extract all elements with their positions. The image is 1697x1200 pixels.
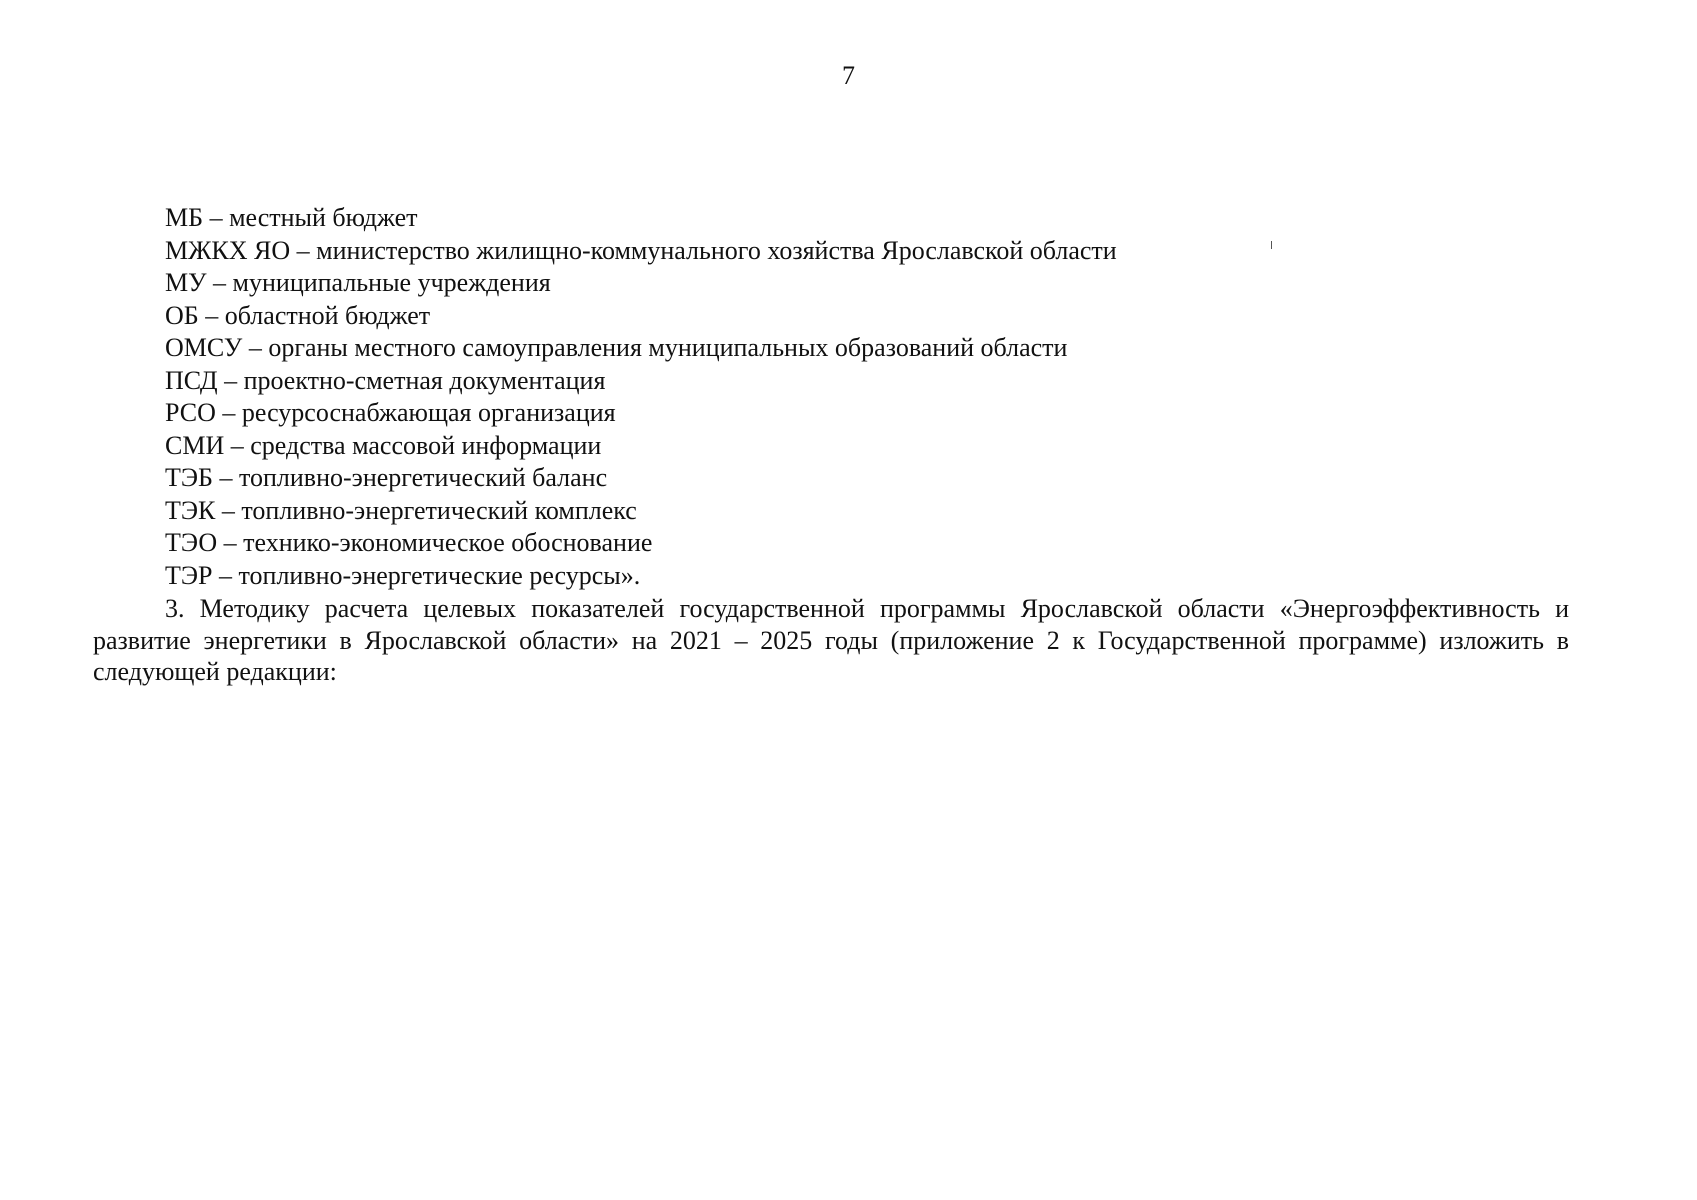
abbreviation-definition: проектно-сметная документация (243, 365, 606, 395)
abbreviation-term: ТЭО (165, 528, 218, 557)
abbreviation-item (165, 495, 1565, 528)
abbreviation-item (165, 235, 1565, 268)
abbreviation-item (165, 527, 1565, 560)
abbreviation-definition: министерство жилищно-коммунального хозяйства Ярославской области (316, 235, 1117, 265)
abbreviation-separator: – (217, 365, 244, 395)
abbreviation-definition: местный бюджет (229, 203, 418, 232)
abbreviation-term: ОБ (165, 300, 199, 330)
abbreviation-separator: – (212, 463, 239, 492)
abbreviation-separator: – (224, 430, 251, 460)
abbreviation-item (165, 365, 1565, 398)
abbreviation-item (165, 267, 1565, 300)
abbreviation-term: ПСД (165, 365, 218, 395)
abbreviation-definition: технико-экономическое обоснование (243, 528, 653, 557)
abbreviation-item (165, 397, 1565, 430)
abbreviation-item (165, 462, 1565, 495)
abbreviation-separator: – (215, 398, 242, 427)
abbreviation-item (165, 202, 1565, 235)
abbreviation-separator: – (215, 495, 242, 525)
abbreviation-term: ТЭК (165, 495, 216, 525)
abbreviation-item (165, 430, 1565, 463)
abbreviation-definition: областной бюджет (224, 300, 431, 330)
abbreviation-item (165, 300, 1565, 333)
abbreviation-item (165, 332, 1565, 365)
abbreviation-list (165, 202, 1565, 592)
abbreviation-term: СМИ (165, 430, 225, 460)
scan-artifact (1271, 241, 1272, 249)
abbreviation-definition: муниципальные учреждения (232, 268, 551, 297)
abbreviation-definition: топливно-энергетический баланс (238, 463, 608, 492)
abbreviation-separator: – (242, 333, 269, 362)
abbreviation-term: МЖКХ ЯО (165, 235, 291, 265)
abbreviation-separator: – (217, 528, 244, 557)
abbreviation-separator: – (212, 560, 239, 590)
page-number: 7 (842, 61, 855, 90)
abbreviation-definition: топливно-энергетические ресурсы». (238, 560, 641, 590)
abbreviation-definition: топливно-энергетический комплекс (241, 495, 637, 525)
abbreviation-term: МБ (165, 203, 204, 232)
abbreviation-separator: – (203, 203, 230, 232)
abbreviation-definition: органы местного самоуправления муниципальных образований области (268, 333, 1068, 362)
abbreviation-separator: – (206, 268, 233, 297)
abbreviation-separator: – (290, 235, 317, 265)
abbreviation-item (165, 560, 1565, 593)
abbreviation-definition: средства массовой информации (250, 430, 602, 460)
abbreviation-separator: – (198, 300, 225, 330)
abbreviation-term: РСО (165, 398, 216, 427)
abbreviation-term: МУ (165, 268, 207, 297)
abbreviation-term: ОМСУ (165, 333, 243, 362)
abbreviation-term: ТЭБ (165, 463, 213, 492)
abbreviation-term: ТЭР (165, 560, 213, 590)
abbreviation-definition: ресурсоснабжающая организация (241, 398, 616, 427)
methodology-paragraph: 3. Методику расчета целевых показателей государственной программы Ярославской области «Энергоэффективность и развитие энергетики в Ярославской области» на 2021 – 2025 годы (приложение 2 к Государственной программе) изложить в следующей редакции: (93, 594, 1569, 686)
